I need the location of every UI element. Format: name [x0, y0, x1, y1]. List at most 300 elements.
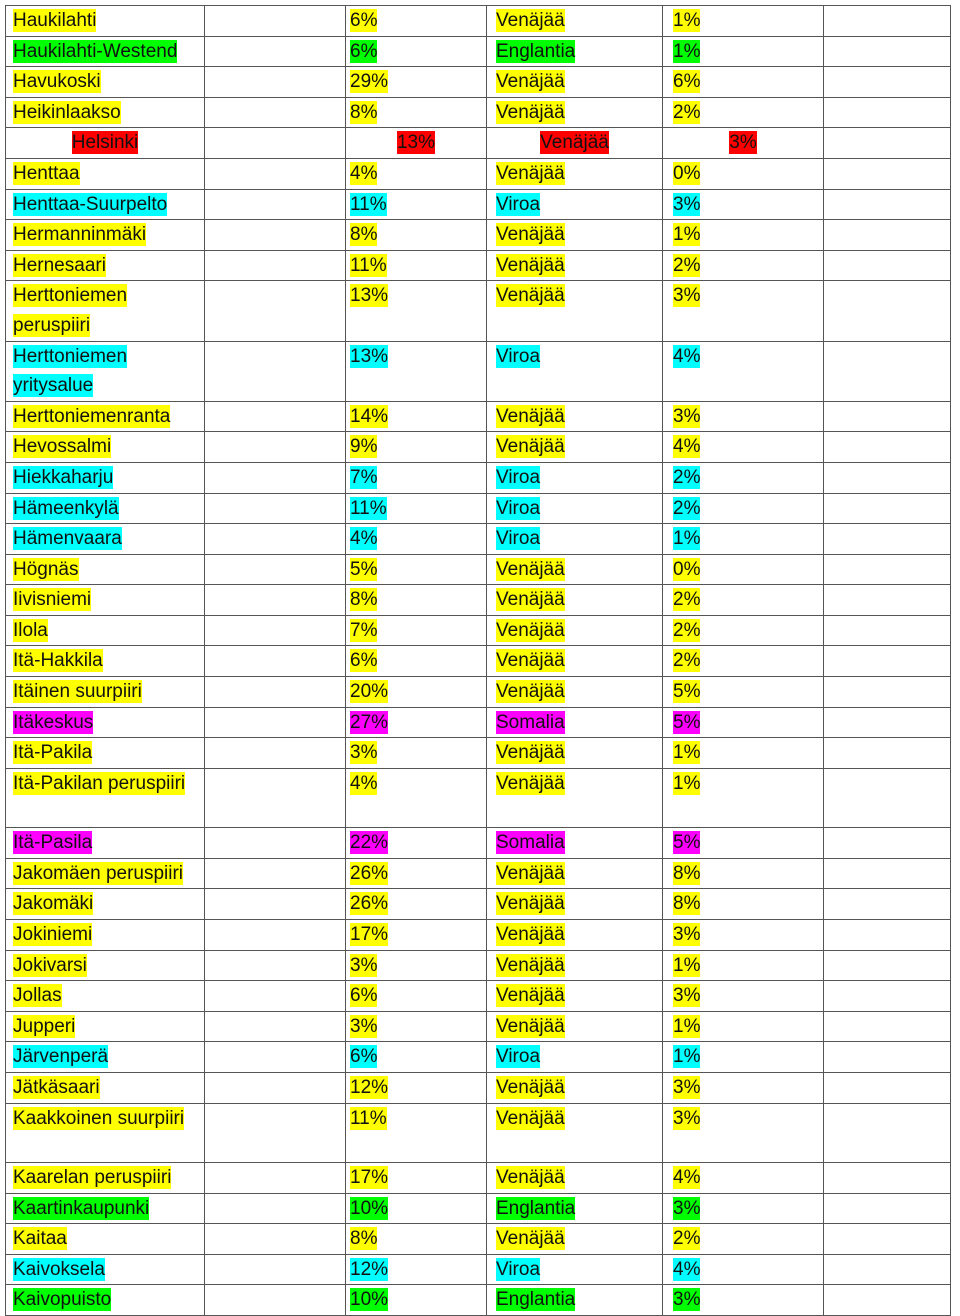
highlighted-text: 8%: [350, 1228, 378, 1250]
empty-cell: [205, 950, 346, 981]
highlighted-text: 3%: [673, 405, 701, 427]
highlighted-text: 1%: [673, 528, 701, 550]
empty-cell: [824, 889, 951, 920]
table-body: [6, 6, 951, 1316]
highlighted-text: 4%: [673, 1258, 701, 1280]
foreign-language-percent-cell: [346, 646, 487, 677]
foreign-language-percent-cell: [346, 6, 487, 37]
highlighted-text: 3%: [673, 985, 701, 1007]
largest-language-percent-cell: [663, 1224, 824, 1255]
highlighted-text: Kaitaa: [13, 1228, 67, 1250]
foreign-language-percent-cell: [346, 341, 487, 401]
table-row: [6, 1011, 951, 1042]
highlighted-text: 4%: [350, 772, 378, 794]
largest-language-percent-cell: [663, 158, 824, 189]
largest-language-cell: [487, 6, 663, 37]
empty-cell: [205, 1011, 346, 1042]
empty-cell: [205, 920, 346, 951]
highlighted-text: Venäjää: [496, 650, 565, 672]
highlighted-text: Jokivarsi: [13, 954, 87, 976]
highlighted-text: 22%: [350, 832, 389, 854]
area-name-cell: [6, 189, 205, 220]
highlighted-text: 2%: [673, 1228, 701, 1250]
highlighted-text: Venäjää: [496, 862, 565, 884]
highlighted-text: 3%: [350, 742, 378, 764]
highlighted-text: Helsinki: [71, 132, 139, 154]
largest-language-percent-cell: [663, 554, 824, 585]
largest-language-cell: [487, 707, 663, 738]
largest-language-percent-cell: [663, 220, 824, 251]
highlighted-text: Venäjää: [496, 1166, 565, 1188]
area-name-cell: [6, 128, 205, 159]
highlighted-text: 4%: [350, 528, 378, 550]
highlighted-text: 4%: [350, 162, 378, 184]
table-row: [6, 250, 951, 281]
area-name-cell: [6, 6, 205, 37]
highlighted-text: Venäjää: [496, 254, 565, 276]
highlighted-text: Venäjää: [496, 405, 565, 427]
highlighted-text: Heikinlaakso: [13, 101, 121, 123]
empty-cell: [824, 493, 951, 524]
largest-language-cell: [487, 432, 663, 463]
largest-language-percent-cell: [663, 950, 824, 981]
table-row: [6, 220, 951, 251]
empty-cell: [824, 981, 951, 1012]
empty-cell: [824, 554, 951, 585]
empty-cell: [824, 1224, 951, 1255]
largest-language-percent-cell: [663, 250, 824, 281]
highlighted-text: 13%: [350, 345, 389, 367]
largest-language-percent-cell: [663, 401, 824, 432]
largest-language-percent-cell: [663, 677, 824, 708]
table-row: [6, 341, 951, 401]
highlighted-text: 1%: [673, 954, 701, 976]
empty-cell: [824, 341, 951, 401]
foreign-language-percent-cell: [346, 768, 487, 827]
largest-language-percent-cell: [663, 646, 824, 677]
area-name-cell: [6, 1042, 205, 1073]
highlighted-text: Venäjää: [496, 71, 565, 93]
area-name-cell: [6, 432, 205, 463]
empty-cell: [205, 220, 346, 251]
highlighted-text: Venäjää: [496, 1228, 565, 1250]
highlighted-text: Venäjää: [496, 924, 565, 946]
highlighted-text: Venäjää: [496, 589, 565, 611]
empty-cell: [824, 585, 951, 616]
area-name-cell: [6, 462, 205, 493]
largest-language-cell: [487, 615, 663, 646]
empty-cell: [205, 493, 346, 524]
empty-cell: [205, 250, 346, 281]
table-row: [6, 677, 951, 708]
empty-cell: [824, 615, 951, 646]
table-row: [6, 615, 951, 646]
empty-cell: [824, 220, 951, 251]
foreign-language-percent-cell: [346, 920, 487, 951]
empty-cell: [824, 1285, 951, 1316]
highlighted-text: 2%: [673, 466, 701, 488]
largest-language-percent-cell: [663, 1285, 824, 1316]
highlighted-text: Itäkeskus: [13, 711, 94, 733]
table-row: [6, 1042, 951, 1073]
empty-cell: [205, 1042, 346, 1073]
foreign-language-percent-cell: [346, 585, 487, 616]
foreign-language-percent-cell: [346, 1224, 487, 1255]
table-row: [6, 889, 951, 920]
largest-language-cell: [487, 250, 663, 281]
foreign-language-percent-cell: [346, 677, 487, 708]
foreign-language-percent-cell: [346, 858, 487, 889]
largest-language-cell: [487, 220, 663, 251]
foreign-language-percent-cell: [346, 1042, 487, 1073]
table-row: [6, 462, 951, 493]
area-name-cell: [6, 981, 205, 1012]
empty-cell: [824, 6, 951, 37]
empty-cell: [824, 1011, 951, 1042]
foreign-language-percent-cell: [346, 67, 487, 98]
language-statistics-table: [5, 5, 951, 1316]
highlighted-text: Kaarelan peruspiiri: [13, 1166, 172, 1188]
largest-language-cell: [487, 646, 663, 677]
highlighted-text: Jakomäki: [13, 893, 94, 915]
highlighted-text: 4%: [673, 436, 701, 458]
empty-cell: [824, 401, 951, 432]
table-row: [6, 1103, 951, 1162]
empty-cell: [205, 615, 346, 646]
highlighted-text: Venäjää: [496, 954, 565, 976]
highlighted-text: 3%: [673, 1107, 701, 1129]
highlighted-text: Kaartinkaupunki: [13, 1197, 150, 1219]
foreign-language-percent-cell: [346, 97, 487, 128]
highlighted-text: 1%: [673, 1015, 701, 1037]
foreign-language-percent-cell: [346, 493, 487, 524]
table-row: [6, 738, 951, 769]
largest-language-cell: [487, 768, 663, 827]
highlighted-text: Viroa: [496, 345, 541, 367]
empty-cell: [205, 128, 346, 159]
largest-language-cell: [487, 585, 663, 616]
table-row: [6, 1162, 951, 1193]
highlighted-text: 4%: [673, 1166, 701, 1188]
largest-language-cell: [487, 1072, 663, 1103]
area-name-cell: [6, 158, 205, 189]
empty-cell: [824, 1162, 951, 1193]
table-row: [6, 1224, 951, 1255]
table-row: [6, 554, 951, 585]
empty-cell: [824, 950, 951, 981]
highlighted-text: 3%: [350, 954, 378, 976]
area-name-cell: [6, 67, 205, 98]
highlighted-text: 2%: [673, 619, 701, 641]
empty-cell: [205, 554, 346, 585]
area-name-cell: [6, 493, 205, 524]
highlighted-text: 3%: [350, 1015, 378, 1037]
highlighted-text: Herttoniemenranta: [13, 405, 171, 427]
highlighted-text: 3%: [673, 1289, 701, 1311]
highlighted-text: Henttaa: [13, 162, 80, 184]
highlighted-text: Venäjää: [496, 101, 565, 123]
empty-cell: [205, 1193, 346, 1224]
largest-language-cell: [487, 97, 663, 128]
empty-cell: [205, 646, 346, 677]
largest-language-cell: [487, 341, 663, 401]
largest-language-cell: [487, 920, 663, 951]
highlighted-text: Venäjää: [540, 132, 609, 154]
empty-cell: [824, 524, 951, 555]
largest-language-cell: [487, 1254, 663, 1285]
highlighted-text: 5%: [673, 711, 701, 733]
largest-language-percent-cell: [663, 1072, 824, 1103]
highlighted-text: Högnäs: [13, 558, 79, 580]
highlighted-text: Venäjää: [496, 619, 565, 641]
area-name-cell: [6, 401, 205, 432]
table-row: [6, 858, 951, 889]
empty-cell: [824, 189, 951, 220]
empty-cell: [824, 158, 951, 189]
largest-language-cell: [487, 36, 663, 67]
empty-cell: [824, 281, 951, 341]
empty-cell: [205, 768, 346, 827]
area-name-cell: [6, 1072, 205, 1103]
empty-cell: [205, 981, 346, 1012]
highlighted-text: Hermanninmäki: [13, 224, 147, 246]
highlighted-text: 3%: [673, 193, 701, 215]
largest-language-percent-cell: [663, 524, 824, 555]
highlighted-text: Somalia: [496, 711, 565, 733]
foreign-language-percent-cell: [346, 128, 487, 159]
table-row: [6, 67, 951, 98]
largest-language-cell: [487, 462, 663, 493]
foreign-language-percent-cell: [346, 1254, 487, 1285]
highlighted-text: 5%: [350, 558, 378, 580]
table-row: [6, 432, 951, 463]
highlighted-text: 5%: [673, 681, 701, 703]
empty-cell: [205, 6, 346, 37]
highlighted-text: 3%: [673, 285, 701, 307]
foreign-language-percent-cell: [346, 36, 487, 67]
highlighted-text: 5%: [673, 832, 701, 854]
empty-cell: [824, 128, 951, 159]
foreign-language-percent-cell: [346, 828, 487, 859]
largest-language-percent-cell: [663, 432, 824, 463]
highlighted-text: Viroa: [496, 466, 541, 488]
area-name-cell: [6, 250, 205, 281]
largest-language-percent-cell: [663, 585, 824, 616]
highlighted-text: 3%: [729, 132, 757, 154]
empty-cell: [824, 920, 951, 951]
highlighted-text: Hevossalmi: [13, 436, 112, 458]
table-row: [6, 1072, 951, 1103]
empty-cell: [824, 36, 951, 67]
highlighted-text: Jakomäen peruspiiri: [13, 862, 184, 884]
table-row: [6, 646, 951, 677]
table-row: [6, 981, 951, 1012]
empty-cell: [824, 67, 951, 98]
table-row: [6, 1193, 951, 1224]
largest-language-cell: [487, 1042, 663, 1073]
area-name-cell: [6, 1224, 205, 1255]
empty-cell: [205, 1224, 346, 1255]
highlighted-text: Venäjää: [496, 224, 565, 246]
largest-language-percent-cell: [663, 858, 824, 889]
highlighted-text: 17%: [350, 924, 389, 946]
area-name-cell: [6, 281, 205, 341]
table-row: [6, 920, 951, 951]
highlighted-text: Viroa: [496, 1046, 541, 1068]
highlighted-text: Herttoniemen peruspiiri: [13, 285, 128, 336]
highlighted-text: Englantia: [496, 1289, 576, 1311]
largest-language-percent-cell: [663, 1011, 824, 1042]
highlighted-text: 11%: [350, 254, 387, 276]
empty-cell: [205, 738, 346, 769]
foreign-language-percent-cell: [346, 220, 487, 251]
area-name-cell: [6, 1103, 205, 1162]
largest-language-cell: [487, 950, 663, 981]
empty-cell: [824, 768, 951, 827]
table-row: [6, 189, 951, 220]
empty-cell: [824, 1072, 951, 1103]
foreign-language-percent-cell: [346, 401, 487, 432]
area-name-cell: [6, 646, 205, 677]
table-row: [6, 1285, 951, 1316]
highlighted-text: 10%: [350, 1289, 389, 1311]
empty-cell: [205, 97, 346, 128]
area-name-cell: [6, 36, 205, 67]
highlighted-text: Kaivoksela: [13, 1258, 105, 1280]
empty-cell: [824, 738, 951, 769]
highlighted-text: Havukoski: [13, 71, 101, 93]
empty-cell: [205, 1103, 346, 1162]
foreign-language-percent-cell: [346, 950, 487, 981]
area-name-cell: [6, 920, 205, 951]
largest-language-percent-cell: [663, 281, 824, 341]
empty-cell: [824, 828, 951, 859]
highlighted-text: Henttaa-Suurpelto: [13, 193, 168, 215]
foreign-language-percent-cell: [346, 1162, 487, 1193]
highlighted-text: 11%: [350, 497, 387, 519]
highlighted-text: Itä-Hakkila: [13, 650, 103, 672]
largest-language-percent-cell: [663, 1193, 824, 1224]
largest-language-cell: [487, 67, 663, 98]
largest-language-cell: [487, 677, 663, 708]
highlighted-text: Jokiniemi: [13, 924, 93, 946]
area-name-cell: [6, 768, 205, 827]
empty-cell: [205, 828, 346, 859]
highlighted-text: Ilola: [13, 619, 48, 641]
highlighted-text: 7%: [350, 466, 378, 488]
table-row: [6, 36, 951, 67]
area-name-cell: [6, 889, 205, 920]
highlighted-text: 27%: [350, 711, 389, 733]
empty-cell: [205, 1162, 346, 1193]
highlighted-text: Iivisniemi: [13, 589, 92, 611]
table-row: [6, 128, 951, 159]
highlighted-text: 26%: [350, 893, 389, 915]
foreign-language-percent-cell: [346, 1072, 487, 1103]
highlighted-text: 6%: [350, 985, 378, 1007]
foreign-language-percent-cell: [346, 250, 487, 281]
highlighted-text: 2%: [673, 101, 701, 123]
area-name-cell: [6, 1285, 205, 1316]
largest-language-percent-cell: [663, 981, 824, 1012]
largest-language-cell: [487, 401, 663, 432]
largest-language-cell: [487, 858, 663, 889]
table-row: [6, 828, 951, 859]
highlighted-text: Herttoniemen yritysalue: [13, 345, 128, 397]
table-row: [6, 707, 951, 738]
largest-language-cell: [487, 981, 663, 1012]
table-row: [6, 768, 951, 827]
highlighted-text: Haukilahti-Westend: [13, 40, 178, 62]
empty-cell: [205, 189, 346, 220]
highlighted-text: 6%: [350, 1046, 378, 1068]
foreign-language-percent-cell: [346, 524, 487, 555]
area-name-cell: [6, 1011, 205, 1042]
largest-language-cell: [487, 1011, 663, 1042]
empty-cell: [205, 462, 346, 493]
area-name-cell: [6, 220, 205, 251]
highlighted-text: Venäjää: [496, 1107, 565, 1129]
highlighted-text: 3%: [673, 1197, 701, 1219]
area-name-cell: [6, 1162, 205, 1193]
highlighted-text: 6%: [673, 71, 701, 93]
empty-cell: [205, 707, 346, 738]
area-name-cell: [6, 524, 205, 555]
empty-cell: [824, 1254, 951, 1285]
foreign-language-percent-cell: [346, 281, 487, 341]
highlighted-text: 12%: [350, 1258, 389, 1280]
largest-language-cell: [487, 1193, 663, 1224]
highlighted-text: 8%: [350, 589, 378, 611]
highlighted-text: Venäjää: [496, 772, 565, 794]
empty-cell: [205, 1072, 346, 1103]
highlighted-text: Jollas: [13, 985, 62, 1007]
largest-language-percent-cell: [663, 128, 824, 159]
largest-language-cell: [487, 1285, 663, 1316]
largest-language-percent-cell: [663, 1103, 824, 1162]
highlighted-text: Somalia: [496, 832, 565, 854]
largest-language-percent-cell: [663, 67, 824, 98]
largest-language-cell: [487, 1224, 663, 1255]
highlighted-text: Haukilahti: [13, 10, 97, 31]
largest-language-cell: [487, 158, 663, 189]
largest-language-cell: [487, 524, 663, 555]
highlighted-text: Venäjää: [496, 1015, 565, 1037]
highlighted-text: Englantia: [496, 1197, 576, 1219]
largest-language-cell: [487, 189, 663, 220]
area-name-cell: [6, 738, 205, 769]
empty-cell: [824, 432, 951, 463]
foreign-language-percent-cell: [346, 1103, 487, 1162]
foreign-language-percent-cell: [346, 554, 487, 585]
highlighted-text: Venäjää: [496, 558, 565, 580]
empty-cell: [205, 524, 346, 555]
highlighted-text: Hämenvaara: [13, 528, 122, 550]
highlighted-text: Venäjää: [496, 285, 565, 307]
highlighted-text: Venäjää: [496, 162, 565, 184]
largest-language-percent-cell: [663, 6, 824, 37]
empty-cell: [205, 341, 346, 401]
empty-cell: [824, 677, 951, 708]
highlighted-text: Venäjää: [496, 436, 565, 458]
largest-language-percent-cell: [663, 615, 824, 646]
highlighted-text: Jätkäsaari: [13, 1076, 100, 1098]
table-row: [6, 281, 951, 341]
area-name-cell: [6, 615, 205, 646]
highlighted-text: Hernesaari: [13, 254, 106, 276]
highlighted-text: 3%: [673, 924, 701, 946]
area-name-cell: [6, 950, 205, 981]
